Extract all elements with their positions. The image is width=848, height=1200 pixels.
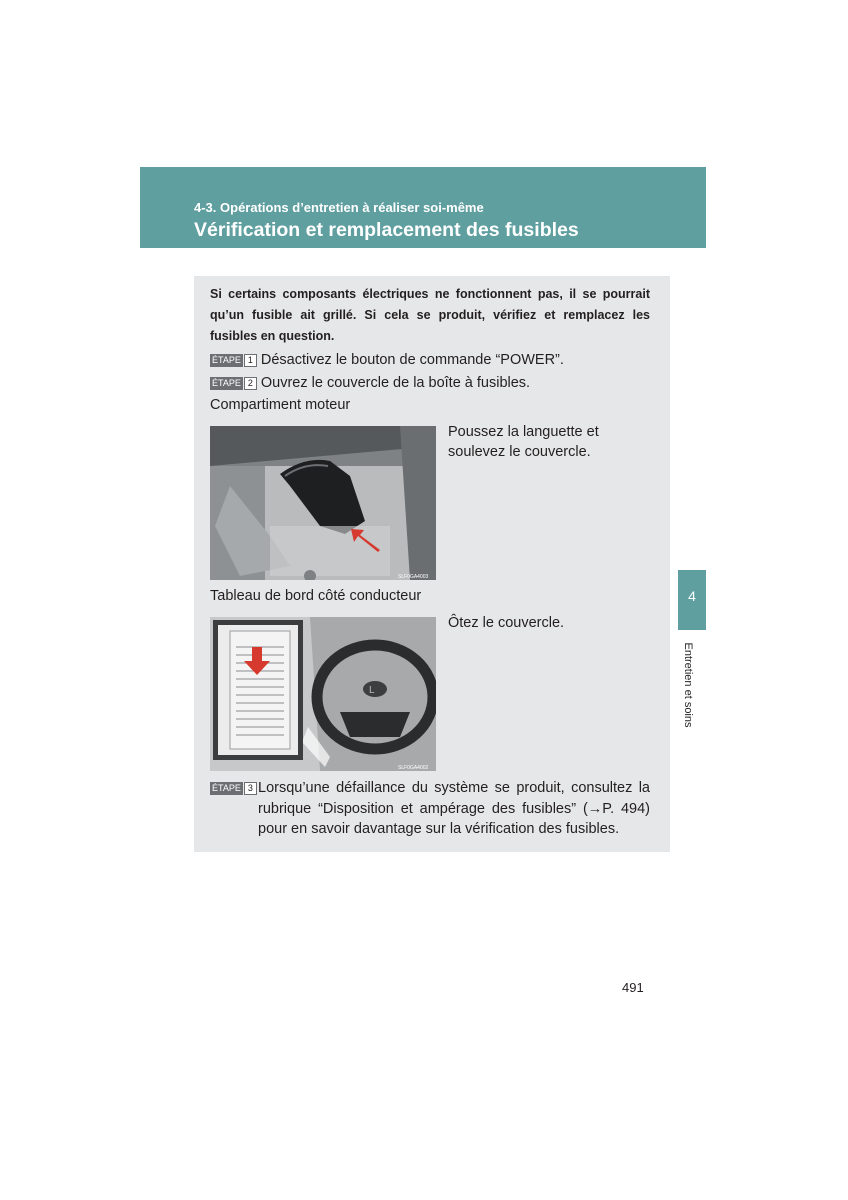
engine-caption: Poussez la languette et soulevez le couvercle. [448,424,599,460]
page-title: Vérification et remplacement des fusibles [194,219,579,241]
step-1 [210,350,564,370]
page-number: 491 [622,980,644,995]
step-text: Désactivez le bouton de commande “POWER”. [260,352,564,368]
dashboard-fuse-photo [210,617,436,771]
dashboard-caption: Ôtez le couvercle. [448,615,565,631]
chapter-tab [678,570,706,630]
step-badge: ÉTAPE 2 [210,377,257,390]
svg-text:SLF0GA4002: SLF0GA4002 [398,765,429,771]
engine-compartment-photo [210,426,436,580]
chapter-number: 4 [688,588,696,604]
content-box [194,276,670,852]
intro-paragraph: Si certains composants électriques ne fonctionnent pas, il se pourrait qu’un fusible ait grillé. Si cela se produit, vérifiez et remplacez les fusibles en question. [210,287,650,343]
section-heading-dashboard: Tableau de bord côté conducteur [210,588,422,604]
step-text: Ouvrez le couvercle de la boîte à fusibles. [260,375,531,391]
section-subtitle: 4-3. Opérations d’entretien à réaliser soi-même [194,200,484,215]
step-text: Lorsqu’une défaillance du système se produit, consultez la rubrique “Disposition et ampérage des fusibles” (→P. 494) pour en savoir davantage sur la vérification des fusibles. [258,780,650,837]
step-badge: ÉTAPE 3 [210,782,257,795]
step-2 [210,373,530,393]
chapter-side-label: Entretien et soins [682,642,694,728]
step-badge: ÉTAPE 1 [210,354,257,367]
chapter-header [140,167,706,248]
svg-text:SLF0GA4003: SLF0GA4003 [398,574,429,580]
step-3 [210,778,650,840]
section-heading-engine: Compartiment moteur [210,397,351,413]
svg-text:L: L [369,685,375,696]
